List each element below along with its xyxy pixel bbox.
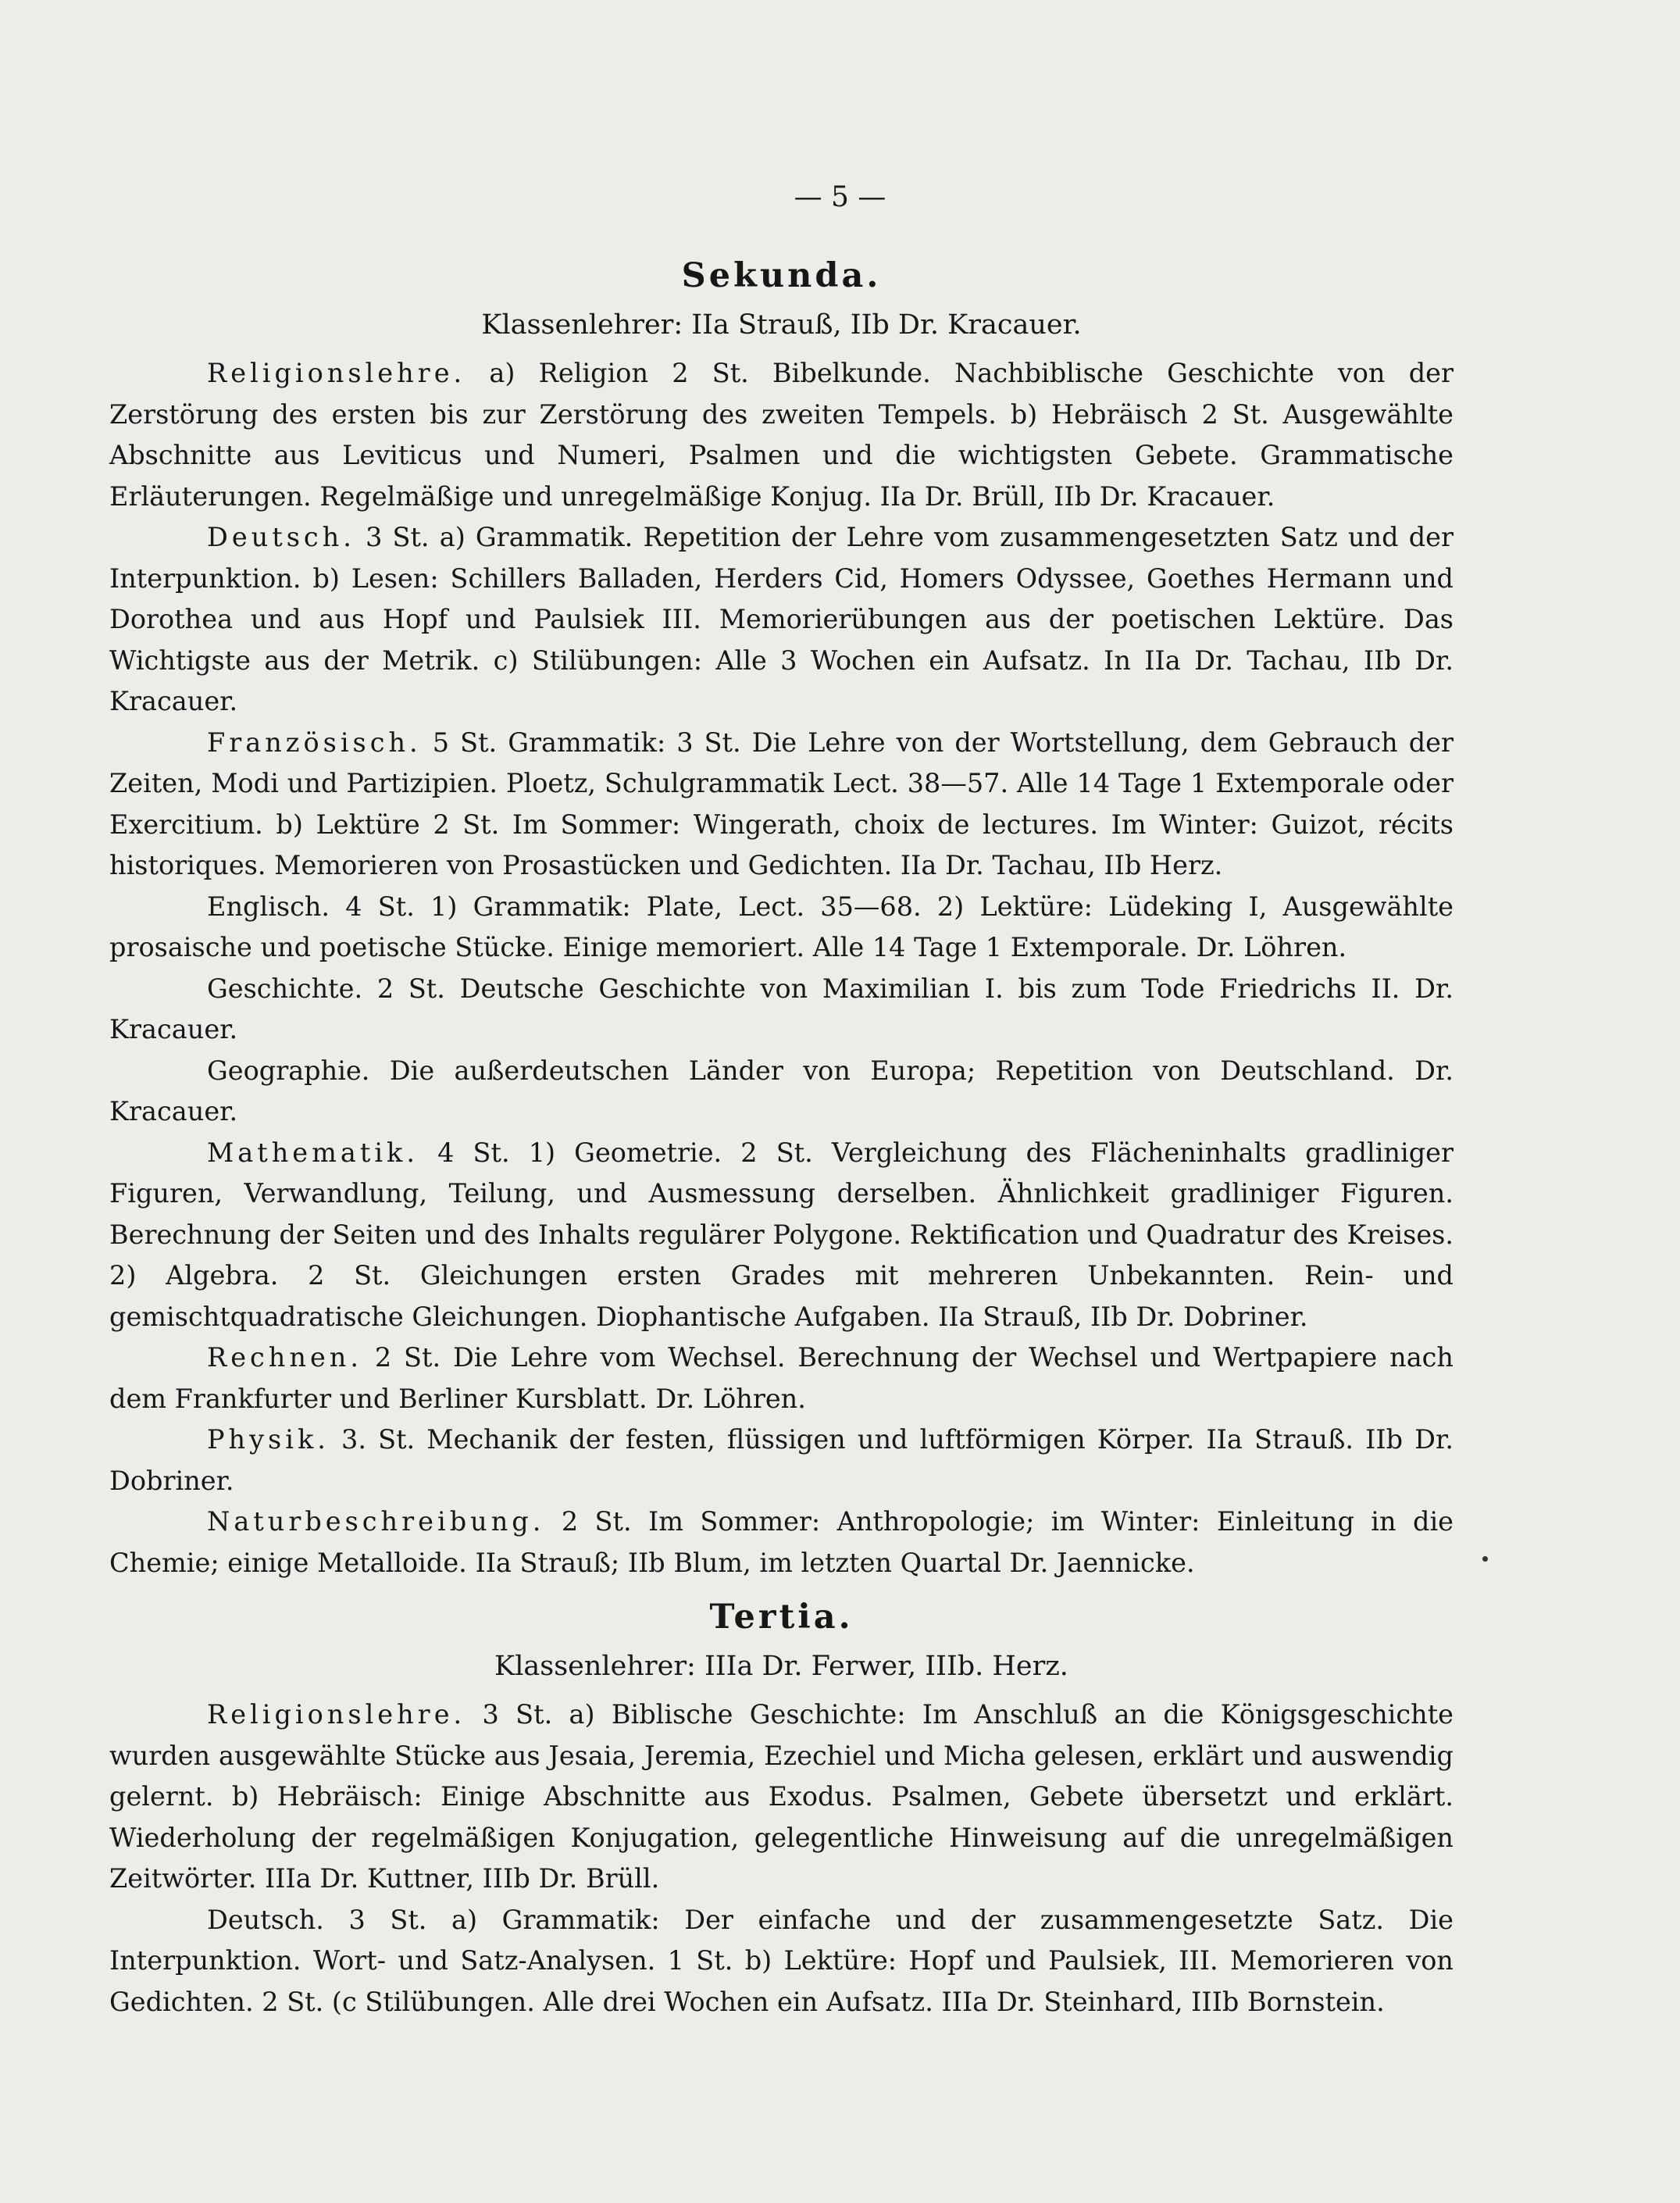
paragraph: [109, 1501, 1454, 1584]
paragraph: [109, 517, 1454, 723]
paragraph-text: 2 St. Die Lehre vom Wechsel. Berechnung der Wechsel und Wertpapiere nach dem Frankfurter und Berliner Kursblatt. Dr. Löhren.: [109, 1342, 1454, 1414]
paragraph-text: a) Religion 2 St. Bibelkunde. Nachbiblische Geschichte von der Zerstörung des ersten bis zur Zerstörung des zweiten Tempels. b) Hebräisch 2 St. Ausgewählte Abschnitte aus Leviticus und Numeri, Psalmen und die wichtigsten Gebete. Grammatische Erläuterungen. Regelmäßige und unregelmäßige Konjug. IIa Dr. Brüll, IIb Dr. Kracauer.: [109, 358, 1454, 512]
subject-label: Französisch.: [207, 727, 422, 758]
paragraph: [109, 1419, 1454, 1501]
subject-label: Deutsch.: [207, 522, 355, 552]
subject-label: Englisch.: [207, 891, 330, 922]
paragraph-text: 3. St. Mechanik der festen, flüssigen und luftförmigen Körper. IIa Strauß. IIb Dr. Dobriner.: [109, 1424, 1454, 1496]
paragraph: [109, 1051, 1454, 1133]
class-teacher-line: Klassenlehrer: IIIa Dr. Ferwer, IIIb. Herz.: [494, 1651, 1068, 1682]
subject-label: Religionslehre.: [207, 358, 466, 388]
paragraph: [109, 969, 1454, 1051]
paragraph: [109, 1337, 1454, 1419]
page-number: — 5 —: [794, 181, 886, 213]
paragraph-text: 5 St. Grammatik: 3 St. Die Lehre von der Wortstellung, dem Gebrauch der Zeiten, Modi und Partizipien. Ploetz, Schulgrammatik Lect. 38—57. Alle 14 Tage 1 Extemporale oder Exercitium. b) Lektüre 2 St. Im Sommer: Wingerath, choix de lectures. Im Winter: Guizot, récits historiques. Memorieren von Prosastücken und Gedichten. IIa Dr. Tachau, IIb Herz.: [109, 727, 1454, 880]
subject-label: Geographie.: [207, 1055, 370, 1086]
subject-label: Naturbeschreibung.: [207, 1506, 545, 1537]
paragraph-text: Die außerdeutschen Länder von Europa; Repetition von Deutschland. Dr. Kracauer.: [109, 1055, 1454, 1126]
subject-label: Physik.: [207, 1424, 330, 1455]
paragraph-text: 3 St. a) Grammatik: Der einfache und der zusammengesetzte Satz. Die Interpunktion. Wort- und Satz-Analysen. 1 St. b) Lektüre: Hopf und Paulsiek, III. Memorieren von Gedichten. 2 St. (c Stilübungen. Alle drei Wochen ein Aufsatz. IIIa Dr. Steinhard, IIIb Bornstein.: [109, 1904, 1454, 2017]
section-heading-sekunda: Sekunda.: [681, 256, 882, 295]
paragraph-text: 3 St. a) Biblische Geschichte: Im Anschluß an die Königsgeschichte wurden ausgewählte Stücke aus Jesaia, Jeremia, Ezechiel und Micha gelesen, erklärt und auswendig gelernt. b) Hebräisch: Einige Abschnitte aus Exodus. Psalmen, Gebete übersetzt und erklärt. Wiederholung der regelmäßigen Konjugation, gelegentliche Hinweisung auf die unregelmäßigen Zeitwörter. IIIa Dr. Kuttner, IIIb Dr. Brüll.: [109, 1699, 1454, 1894]
paragraph-text: 2 St. Deutsche Geschichte von Maximilian I. bis zum Tode Friedrichs II. Dr. Kracauer.: [109, 973, 1454, 1044]
paragraph-text: 4 St. 1) Geometrie. 2 St. Vergleichung des Flächeninhalts gradliniger Figuren, Verwandlung, Teilung, und Ausmessung derselben. Ähnlichkeit gradliniger Figuren. Berechnung der Seiten und des Inhalts regulärer Polygone. Rektification und Quadratur des Kreises. 2) Algebra. 2 St. Gleichungen ersten Grades mit mehreren Unbekannten. Rein- und gemischtquadratische Gleichungen. Diophantische Aufgaben. IIa Strauß, IIb Dr. Dobriner.: [109, 1137, 1454, 1332]
subject-label: Mathematik.: [207, 1137, 419, 1168]
paragraph: [109, 1900, 1454, 2023]
paragraph-text: 3 St. a) Grammatik. Repetition der Lehre vom zusammengesetzten Satz und der Interpunktion. b) Lesen: Schillers Balladen, Herders Cid, Homers Odyssee, Goethes Hermann und Dorothea und aus Hopf und Paulsiek III. Memorierübungen aus der poetischen Lektüre. Das Wichtigste aus der Metrik. c) Stilübungen: Alle 3 Wochen ein Aufsatz. In IIa Dr. Tachau, IIb Dr. Kracauer.: [109, 522, 1454, 716]
paragraph: [109, 723, 1454, 887]
paragraph-text: 4 St. 1) Grammatik: Plate, Lect. 35—68. 2) Lektüre: Lüdeking I, Ausgewählte prosaische und poetische Stücke. Einige memoriert. Alle 14 Tage 1 Extemporale. Dr. Löhren.: [109, 891, 1454, 962]
section-heading-tertia: Tertia.: [709, 1598, 854, 1637]
paragraph: [109, 1694, 1454, 1900]
paragraph: [109, 1133, 1454, 1338]
class-teacher-line: Klassenlehrer: IIa Strauß, IIb Dr. Kracauer.: [481, 309, 1082, 341]
subject-label: Rechnen.: [207, 1342, 363, 1373]
subject-label: Religionslehre.: [207, 1699, 466, 1730]
paragraph-text: 2 St. Im Sommer: Anthropologie; im Winter: Einleitung in die Chemie; einige Metalloide. IIa Strauß; IIb Blum, im letzten Quartal Dr. Jaennicke.: [109, 1506, 1454, 1578]
paragraph: [109, 887, 1454, 969]
ink-speck: [1482, 1556, 1488, 1562]
subject-label: Geschichte.: [207, 973, 363, 1004]
paragraph: [109, 353, 1454, 517]
subject-label: Deutsch.: [207, 1904, 324, 1935]
